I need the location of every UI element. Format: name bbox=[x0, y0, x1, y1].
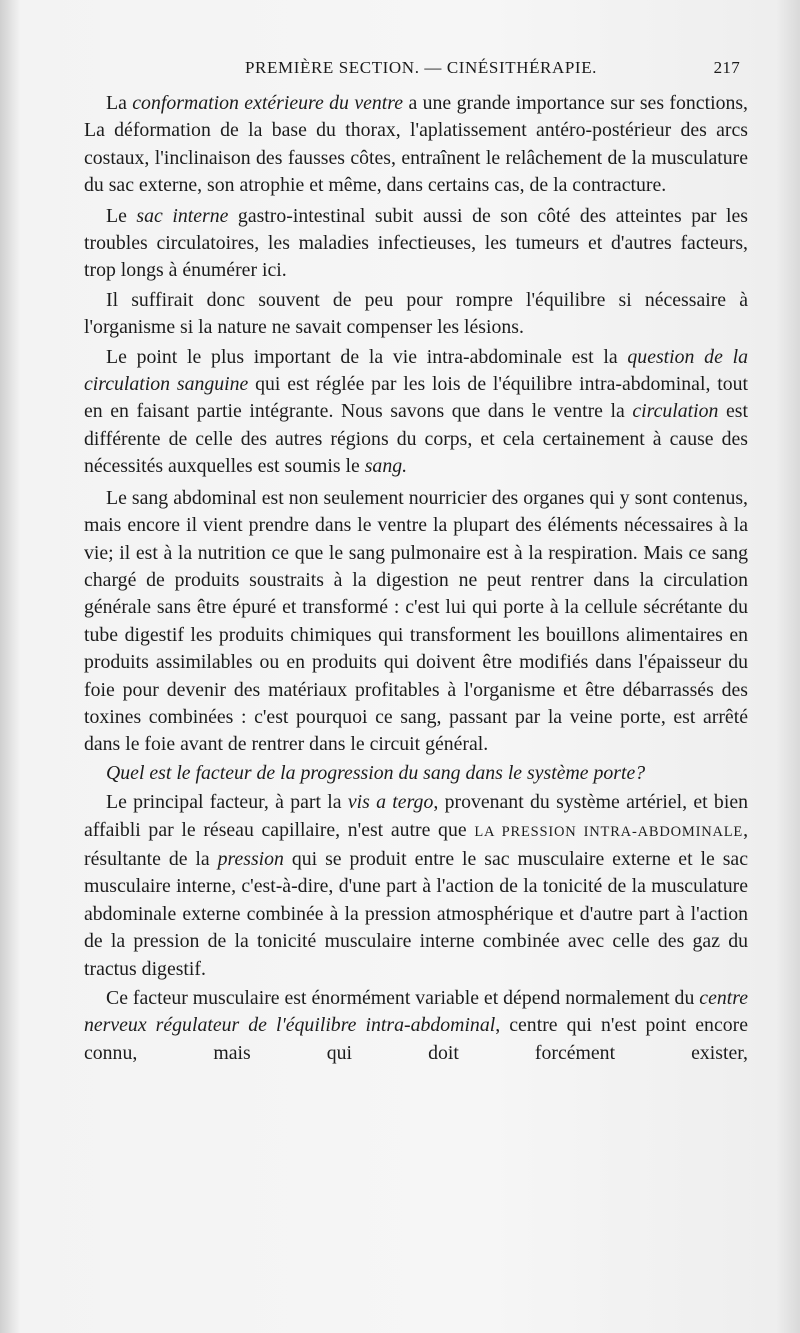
paragraph-facteur-musculaire: Ce facteur musculaire est énormément variable et dépend normalement du centre nerveux régulateur de l'équilibre intra-abdominal, centre qui n'est point encore connu, mais qui doit forcément exister, bbox=[84, 987, 748, 1064]
running-header bbox=[245, 58, 740, 82]
body-text bbox=[84, 90, 748, 1067]
paragraph-equilibre: Il suffirait donc souvent de peu pour rompre l'équilibre si nécessaire à l'organisme si la nature ne savait compenser les lésions. bbox=[84, 288, 748, 339]
paragraph-sac-interne: Le sac interne gastro-intestinal subit aussi de son côté des atteintes par les troubles circulatoires, les maladies infectieuses, les tumeurs et d'autres facteurs, trop longs à énumérer ici. bbox=[84, 204, 748, 282]
paragraph-conformation: La conformation extérieure du ventre a une grande importance sur ses fonctions, La déformation de la base du thorax, l'aplatissement antéro-postérieur des arcs costaux, l'inclinaison des fausses côtes, entraînent le relâchement de la musculature du sac externe, son atrophie et même, dans certains cas, de la contracture. bbox=[84, 92, 748, 197]
paragraph-sang-abdominal: Le sang abdominal est non seulement nourricier des organes qui y sont contenus, mais encore il vient prendre dans le ventre la plupart des éléments nécessaires à la vie; il est à la nutrition ce que le sang pulmonaire est à la respiration. Mais ce sang chargé de produits soustraits à la digestion ne peut rentrer dans la circulation générale sans être épuré et transformé : c'est lui qui porte à la cellule sécrétante du tube digestif les produits chimiques qui transforment les bouillons alimentaires en produits assimilables ou en produits qui doivent être modifiés dans l'épaisseur du foie pour devenir des matériaux profitables à l'organisme et être débarrassés des toxines combinées : c'est pourquoi ce sang, passant par la veine porte, est arrêté dans le foie avant de rentrer dans le circuit général. bbox=[84, 486, 748, 756]
paragraph-circulation: Le point le plus important de la vie intra-abdominale est la question de la circulation sanguine qui est réglée par les lois de l'équilibre intra-abdominal, tout en en faisant partie intégrante. Nous savons que dans le ventre la circulation est différente de celle des autres régions du corps, et cela certainement à cause des nécessités auxquelles est soumis le sang. bbox=[84, 345, 748, 478]
paragraph-principal-facteur: Le principal facteur, à part la vis a tergo, provenant du système artériel, et bien affaibli par le réseau capillaire, n'est autre que LA PRESSION INTRA-ABDOMINALE, résultante de la pression qui se produit entre le sac musculaire externe et le sac musculaire interne, c'est-à-dire, d'une part à l'action de la tonicité de la musculature abdominale externe combinée à la pression atmosphérique et d'autre part à l'action de la pression de la tonicité musculaire interne combinée avec celle des gaz du tractus digestif. bbox=[84, 791, 749, 980]
paragraph-question: Quel est le facteur de la progression du sang dans le système porte? bbox=[106, 761, 646, 784]
running-title: PREMIÈRE SECTION. — CINÉSITHÉRAPIE. bbox=[245, 58, 598, 77]
page-number: 217 bbox=[713, 58, 740, 77]
